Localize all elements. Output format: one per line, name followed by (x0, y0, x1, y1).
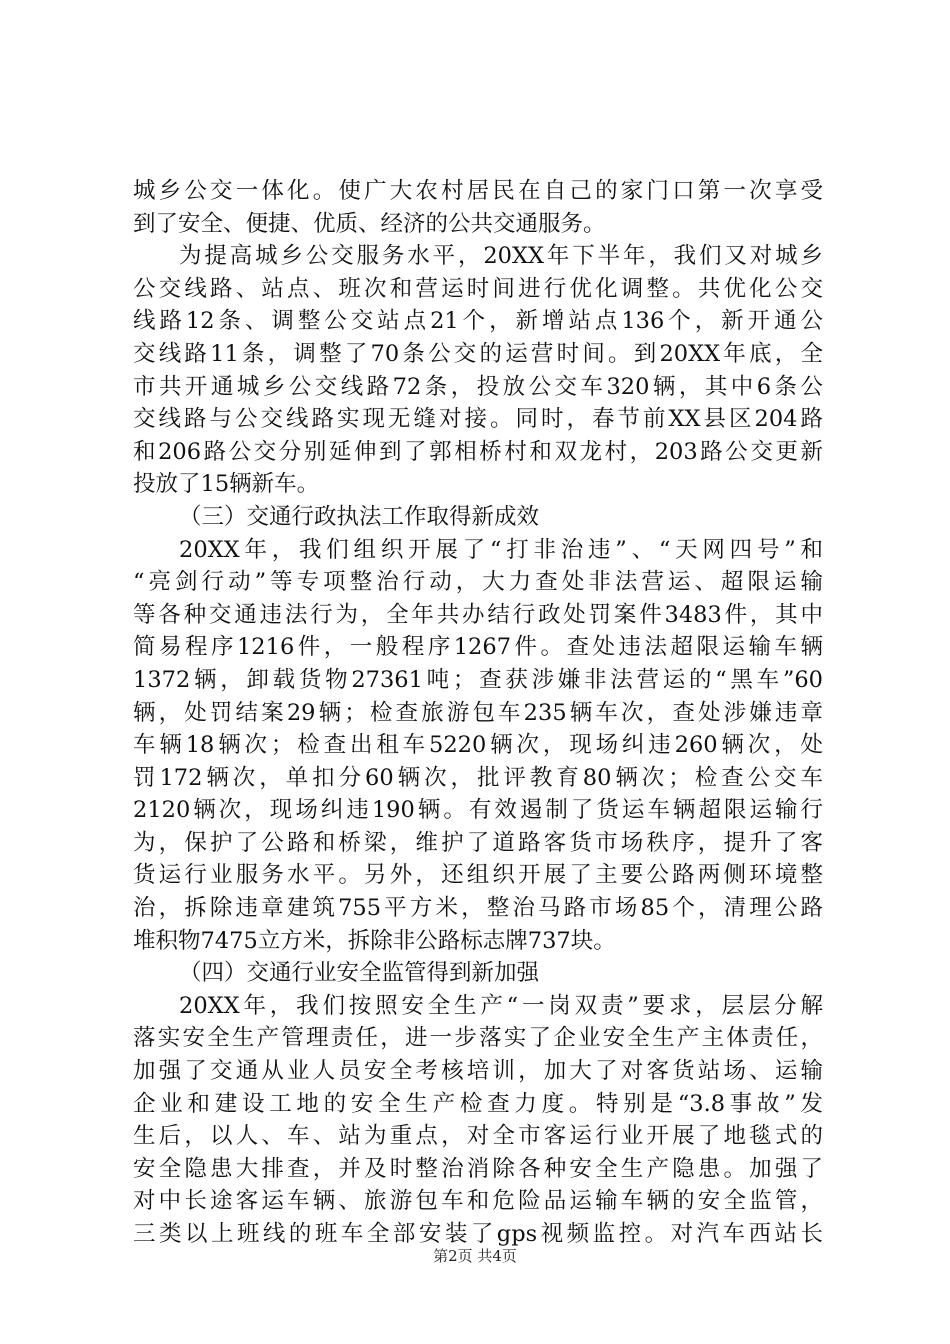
text-line: 1372辆，卸载货物27361吨；查获涉嫌非法营运的“黑车”60 (133, 666, 823, 693)
text-line: 罚172辆次，单扣分60辆次，批评教育80辆次；检查公交车 (133, 764, 823, 791)
text-line: 简易程序1216件，一般程序1267件。查处违法超限运输车辆 (133, 634, 823, 661)
text-line: 交线路与公交线路实现无缝对接。同时，春节前XX县区204路 (133, 406, 823, 433)
text-line: 堆积物7475立方米，拆除非公路标志牌737块。 (133, 927, 616, 954)
page-footer: 第2页 共4页 (433, 1247, 517, 1265)
text-line: 交线路11条，调整了70条公交的运营时间。到20XX年底，全 (133, 340, 823, 367)
text-line: 20XX年，我们组织开展了“打非治违”、“天网四号”和 (179, 536, 823, 563)
section-heading: （四）交通行业安全监管得到新加强 (179, 960, 540, 987)
text-line: 生后，以人、车、站为重点，对全市客运行业开展了地毯式的 (133, 1123, 823, 1150)
text-line: 加强了交通从业人员安全考核培训，加大了对客货站场、运输 (133, 1058, 823, 1085)
text-line: 企业和建设工地的安全生产检查力度。特别是“3.8事故”发 (133, 1090, 823, 1117)
text-line: “亮剑行动”等专项整治行动，大力查处非法营运、超限运输 (133, 569, 823, 596)
text-line: 和206路公交分别延伸到了郭相桥村和双龙村，203路公交更新 (133, 438, 823, 465)
text-line: 落实安全生产管理责任，进一步落实了企业安全生产主体责任， (133, 1025, 823, 1052)
section-heading: （三）交通行政执法工作取得新成效 (179, 503, 540, 530)
text-line: 2120辆次，现场纠违190辆。有效遏制了货运车辆超限运输行 (133, 797, 823, 824)
text-line: 安全隐患大排查，并及时整治消除各种安全生产隐患。加强了 (133, 1155, 823, 1182)
text-line: 对中长途客运车辆、旅游包车和危险品运输车辆的安全监管， (133, 1188, 823, 1215)
text-line: 城乡公交一体化。使广大农村居民在自己的家门口第一次享受 (133, 178, 823, 204)
text-line: 线路12条、调整公交站点21个，新增站点136个，新开通公 (133, 308, 823, 335)
text-line: 车辆18辆次；检查出租车5220辆次，现场纠违260辆次，处 (133, 732, 823, 759)
text-line: 公交线路、站点、班次和营运时间进行优化调整。共优化公交 (133, 275, 823, 302)
text-line: 三类以上班线的班车全部安装了gps视频监控。对汽车西站长 (133, 1221, 823, 1247)
text-line: 为，保护了公路和桥梁，维护了道路客货市场秩序，提升了客 (133, 829, 823, 856)
text-line: 货运行业服务水平。另外，还组织开展了主要公路两侧环境整 (133, 862, 823, 889)
text-line: 辆，处罚结案29辆；检查旅游包车235辆车次，查处涉嫌违章 (133, 699, 823, 726)
text-line: 到了安全、便捷、优质、经济的公共交通服务。 (133, 210, 606, 237)
text-line: 20XX年，我们按照安全生产“一岗双责”要求，层层分解 (179, 992, 823, 1019)
text-line: 市共开通城乡公交线路72条，投放公交车320辆，其中6条公 (133, 373, 823, 400)
text-line: 为提高城乡公交服务水平，20XX年下半年，我们又对城乡 (179, 243, 823, 270)
text-line: 治，拆除违章建筑755平方米，整治马路市场85个，清理公路 (133, 895, 823, 922)
text-line: 投放了15辆新车。 (133, 471, 320, 498)
document-body (133, 175, 823, 1251)
text-line: 等各种交通违法行为，全年共办结行政处罚案件3483件，其中 (133, 601, 823, 628)
